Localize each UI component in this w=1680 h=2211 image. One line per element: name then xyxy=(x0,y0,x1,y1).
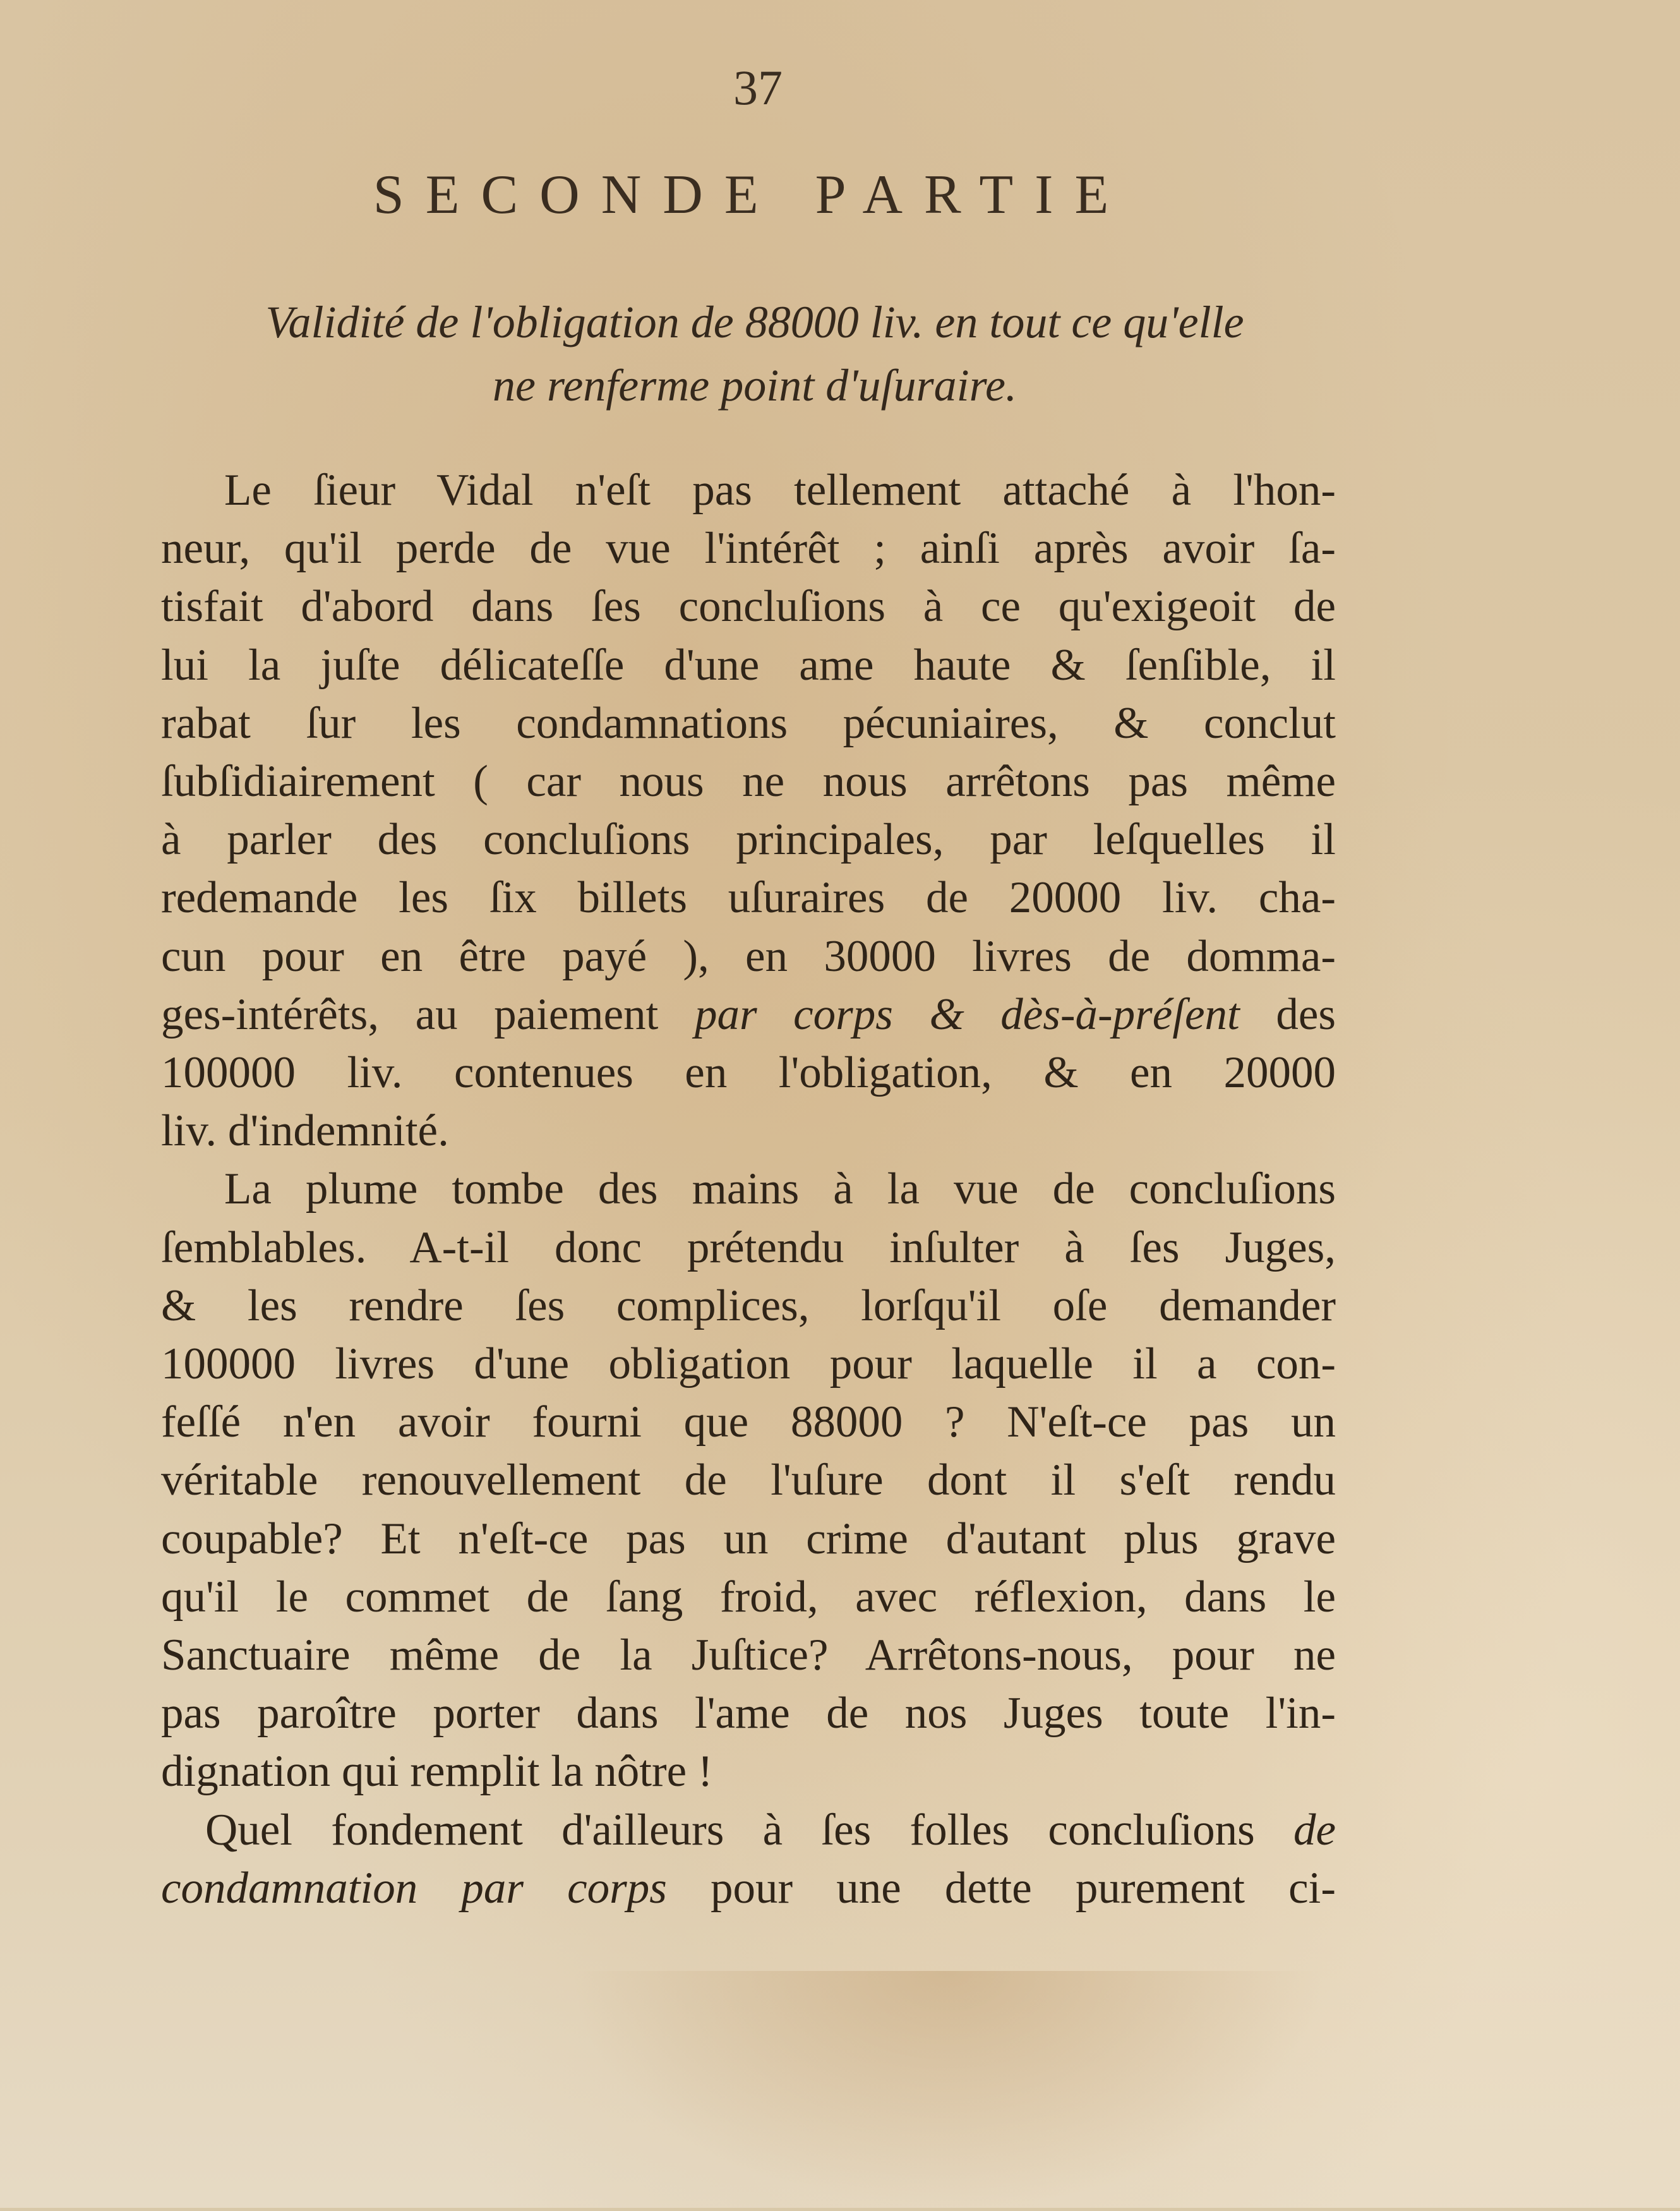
text-line: 100000 liv. contenues en l'obligation, & en 20000 xyxy=(161,1048,1336,1098)
page-number: 37 xyxy=(733,60,783,115)
text-line: ſemblables. A-t-il donc prétendu inſulter à ſes Juges, xyxy=(161,1222,1336,1272)
italic-segment: condamnation par corps xyxy=(161,1863,667,1913)
text-line: qu'il le commet de ſang froid, avec réflexion, dans le xyxy=(161,1572,1336,1622)
text-line: Le ſieur Vidal n'eſt pas tellement attaché à l'hon- xyxy=(224,466,1336,515)
text-line: redemande les ſix billets uſuraires de 20000 liv. cha- xyxy=(161,873,1336,923)
text-line: lui la juſte délicateſſe d'une ame haute & ſenſible, il xyxy=(161,640,1336,690)
text-line: véritable renouvellement de l'uſure dont il s'eſt rendu xyxy=(161,1455,1336,1505)
italic-segment: de xyxy=(1293,1805,1336,1855)
text-line: & les rendre ſes complices, lorſqu'il oſe demander xyxy=(161,1280,1336,1330)
text-line: dignation qui remplit la nôtre ! xyxy=(161,1747,713,1797)
text-line: rabat ſur les condamnations pécuniaires, & conclut xyxy=(161,698,1336,748)
text-line: coupable? Et n'eſt-ce pas un crime d'autant plus grave xyxy=(161,1514,1336,1563)
text-segment: Quel fondement d'ailleurs à ſes folles concluſions xyxy=(205,1805,1293,1855)
text-line: pas paroître porter dans l'ame de nos Juges toute l'in- xyxy=(161,1689,1336,1738)
water-stain xyxy=(568,1971,1326,2211)
text-line: Sanctuaire même de la Juſtice? Arrêtons-nous, pour ne xyxy=(161,1630,1336,1680)
text-segment: pour une dette purement ci- xyxy=(666,1863,1336,1913)
text-line-mixed xyxy=(161,985,1336,1044)
text-segment: des xyxy=(1239,989,1336,1039)
part-title: SECONDE PARTIE xyxy=(373,164,1131,226)
subtitle-line-1: Validité de l'obligation de 88000 liv. en tout ce qu'elle xyxy=(265,297,1244,347)
italic-segment: par corps & dès-à-préſent xyxy=(694,989,1240,1039)
text-line-mixed xyxy=(161,1801,1336,1859)
body-text xyxy=(161,461,1336,1917)
text-line: cun pour en être payé ), en 30000 livres de domma- xyxy=(161,931,1336,981)
text-line: 100000 livres d'une obligation pour laquelle il a con- xyxy=(161,1339,1336,1389)
text-line: ſubſidiairement ( car nous ne nous arrêtons pas même xyxy=(161,757,1336,807)
subtitle-line-2: ne renferme point d'uſuraire. xyxy=(493,360,1017,411)
text-segment: ges-intérêts, au paiement xyxy=(161,989,695,1039)
section-subtitle xyxy=(161,291,1348,417)
text-line: feſſé n'en avoir fourni que 88000 ? N'eſt-ce pas un xyxy=(161,1397,1336,1447)
text-line: liv. d'indemnité. xyxy=(161,1106,449,1156)
text-line: à parler des concluſions principales, par leſquelles il xyxy=(161,815,1336,865)
text-line: La plume tombe des mains à la vue de concluſions xyxy=(224,1164,1336,1214)
text-line-mixed xyxy=(161,1859,1336,1917)
text-line: neur, qu'il perde de vue l'intérêt ; ainſi après avoir ſa- xyxy=(161,524,1336,574)
text-line: tisfait d'abord dans ſes concluſions à ce qu'exigeoit de xyxy=(161,582,1336,632)
